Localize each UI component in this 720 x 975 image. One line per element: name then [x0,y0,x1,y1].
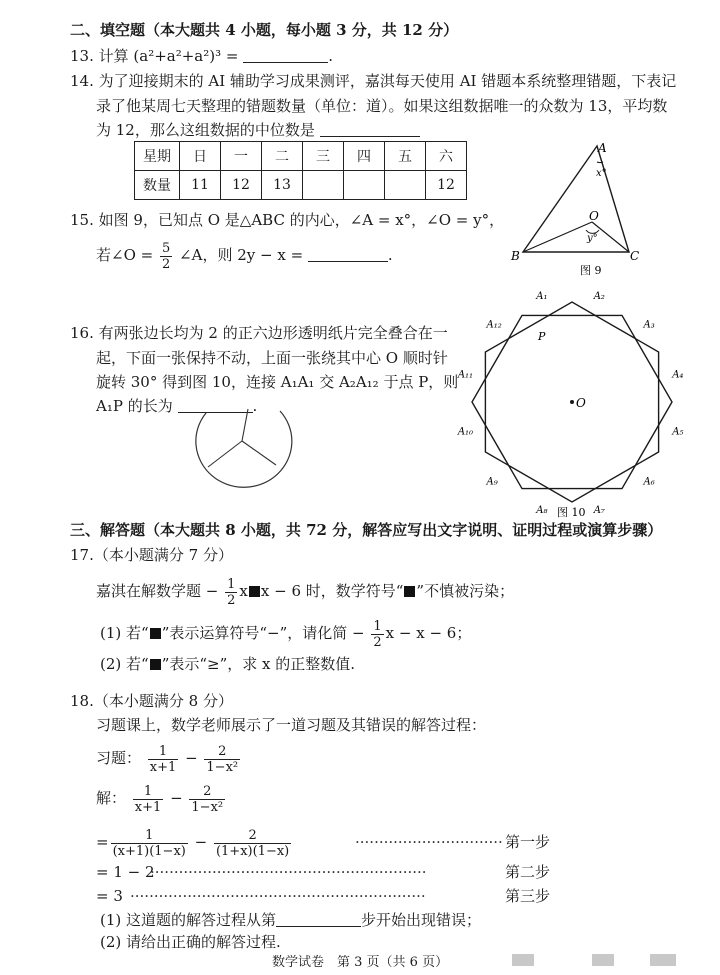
part-text: ”表示运算符号“−”，请化简 − [161,624,365,642]
question-text: 如图 9，已知点 O 是△ABC 的内心，∠A = x°，∠O = y°， [98,211,505,229]
question-number: 17. [70,546,94,564]
table-cell: 五 [385,142,426,171]
step-label-1: 第一步 [505,833,551,851]
question-17-part-1 [100,616,471,650]
section-3-header: 三、解答题（本大题共 8 小题，共 72 分，解答应写出文字说明、证明过程或演算步骤） [70,521,663,539]
vertex-label: A₁₁ [457,369,474,381]
denominator: 2 [373,634,382,650]
sketch-arc [196,411,292,487]
question-16-line-1 [70,323,448,343]
fraction [214,828,291,859]
numerator: 5 [161,240,171,256]
vertex-label: A₂ [593,290,605,302]
question-16-line-3: 旋转 30° 得到图 10，连接 A₁A₁ 交 A₂A₁₂ 于点 P，则 [96,373,459,391]
table-cell: 星期 [135,142,180,171]
part-text: x − x − 6； [385,624,472,642]
smudged-symbol [404,586,415,597]
question-text: 嘉淇在解数学题 − [96,582,219,600]
question-18-part-1 [100,910,481,930]
table-cell: 13 [262,171,303,200]
period: . [328,47,334,65]
question-text: ”不慎被污染； [416,582,515,600]
center-point [570,400,574,404]
question-14-line-1 [70,71,676,91]
watermark-block [592,954,614,966]
table-cell: 12 [426,171,467,200]
numerator: 1 [133,784,164,800]
figure-10-hexagons [457,290,684,520]
sketch-radius [242,441,276,465]
sketch-radius [208,441,242,467]
question-number: 16. [70,324,94,342]
question-17-title [70,545,233,565]
question-18-solution-start: 解： $\frac{1}{x+1}$ − $\frac{2}{\text{1−x²}}$ [96,783,224,815]
answer-blank [276,912,361,927]
denominator: x+1 [149,759,177,775]
period: . [387,246,393,264]
question-14-line-3 [96,120,420,140]
score-note: （本小题满分 8 分） [93,692,233,710]
denominator: 1−x² [206,759,239,775]
question-16-line-2: 起，下面一张保持不动，上面一张绕其中心 O 顺时针 [96,349,448,367]
part-text: (1) 若“ [100,624,149,642]
table-cell [344,171,385,200]
watermark-block [512,954,534,966]
dot-leader: ······························································ [130,887,426,905]
fraction [148,744,179,775]
question-text: 为了迎接期末的 AI 辅助学习成果测评，嘉淇每天使用 AI 错题本系统整理错题，下表记 [98,72,677,90]
fraction [204,744,240,775]
vertex-label: A₉ [486,476,498,488]
denominator: x+1 [134,799,162,815]
question-number: 13. [70,47,94,65]
table-cell: 六 [426,142,467,171]
smudged-symbol [150,659,161,670]
part-text: ”表示“≥”，求 x 的正整数值. [161,655,356,673]
part-text: (1) 这道题的解答过程从第 [100,911,277,929]
label: 习题： [96,749,142,767]
vertex-label: A₄ [672,369,684,381]
numerator: 1 [373,618,382,634]
denominator: 2 [227,592,236,608]
fraction [189,784,225,815]
question-18-part-2: (2) 请给出正确的解答过程. [100,933,281,951]
numerator: 1 [227,576,236,592]
angle-label-y: y° [587,233,598,244]
step-label-3: 第三步 [505,887,551,905]
vertex-label: A₁₂ [486,319,502,331]
figure-caption: 图 9 [580,264,602,277]
vertex-label: A₆ [643,476,655,488]
section-2-header: 二、填空题（本大题共 4 小题，每小题 3 分，共 12 分） [70,21,459,39]
table-cell [303,171,344,200]
denominator: (x+1)(1−x) [112,843,186,859]
figure-9-triangle [505,138,645,278]
vertex-label-a: A [598,141,607,155]
question-text: ∠A，则 2y − x = [179,246,304,264]
question-18-title [70,691,233,711]
watermark-block [650,954,676,966]
question-text: x − 6 时，数学符号“ [260,582,404,600]
variable-x: x [239,582,248,600]
part-text: 步开始出现错误； [361,911,482,929]
triangle-abc [523,146,629,252]
vertex-label: A₃ [643,319,655,331]
smudged-symbol [150,628,161,639]
question-18-intro: 习题课上，数学老师展示了一道习题及其错误的解答过程： [96,716,487,734]
numerator: 2 [204,744,240,760]
solution-step-2: = 1 − 2 [96,863,155,881]
denominator: 1−x² [191,799,224,815]
table-cell: 11 [180,171,221,200]
page-footer: 数学试卷 第 3 页（共 6 页） [272,955,449,970]
question-text: 有两张边长均为 2 的正六边形透明纸片完全叠合在一 [98,324,448,342]
center-label-o: O [576,396,586,410]
vertex-label-b: B [511,249,520,263]
point-label-p: P [538,330,546,343]
dot-leader: ·························································· [150,863,427,881]
vertex-label-c: C [630,249,640,263]
table-cell: 三 [303,142,344,171]
table-cell: 四 [344,142,385,171]
fraction [111,828,188,859]
vertex-label: A₈ [536,505,548,517]
numerator: 2 [214,828,291,844]
error-count-table [134,141,467,200]
answer-blank [243,48,328,63]
question-text: 若∠O = [96,246,154,264]
fraction-one-half [225,577,237,608]
question-text: A₁P 的长为 [96,397,173,415]
question-number: 15. [70,211,94,229]
sketch-radius [242,409,248,441]
score-note: （本小题满分 7 分） [93,546,233,564]
table-cell: 12 [221,171,262,200]
table-cell: 二 [262,142,303,171]
question-13 [70,46,333,66]
question-15-line-2 [96,238,393,272]
question-17-part-2 [100,654,355,674]
question-17-stem [96,574,514,608]
question-14-line-2: 录了他某周七天整理的错题数量（单位：道）。如果这组数据唯一的众数为 13，平均数 [96,97,668,115]
fraction-one-half [371,619,383,650]
part-text: (2) 若“ [100,655,149,673]
label: 解： [96,789,127,807]
step-label-2: 第二步 [505,863,551,881]
table-cell [385,171,426,200]
period: . [252,397,258,415]
question-text: 计算 (a²+a²+a²)³ = [98,47,239,65]
table-row [135,171,467,200]
vertex-label: A₇ [593,505,605,517]
circle-sketch [190,395,295,487]
question-text: 为 12，那么这组数据的中位数是 [96,121,315,139]
table-row [135,142,467,171]
table-cell: 数量 [135,171,180,200]
numerator: 1 [148,744,179,760]
fraction [133,784,164,815]
angle-a-arc [597,162,603,163]
solution-step-3: = 3 [96,887,123,905]
angle-label-x: x° [596,168,607,179]
solution-step-1: = $\frac{1}{(x+1)(1-x)}$ − $\frac{2}{(1+x)(1-x)}$ [96,827,290,859]
question-18-problem: 习题： $\frac{1}{x+1}$ − $\frac{2}{\text{1−x²}}$ [96,743,239,775]
vertex-label: A₁ [536,290,548,302]
table-cell: 日 [180,142,221,171]
dot-leader: ······························· [355,833,503,851]
vertex-label-o: O [589,209,599,223]
smudged-symbol [249,586,260,597]
vertex-label: A₁₀ [457,426,474,438]
vertex-label: A₅ [672,426,684,438]
numerator: 2 [189,784,225,800]
fraction-five-halves [160,241,172,272]
denominator: (1+x)(1−x) [215,843,290,859]
answer-blank [308,247,388,262]
answer-blank [320,122,420,137]
denominator: 2 [161,256,171,272]
question-number: 18. [70,692,94,710]
question-15-line-1 [70,210,504,230]
figure-caption: 图 10 [557,506,586,519]
table-cell: 一 [221,142,262,171]
numerator: 1 [111,828,188,844]
question-number: 14. [70,72,94,90]
